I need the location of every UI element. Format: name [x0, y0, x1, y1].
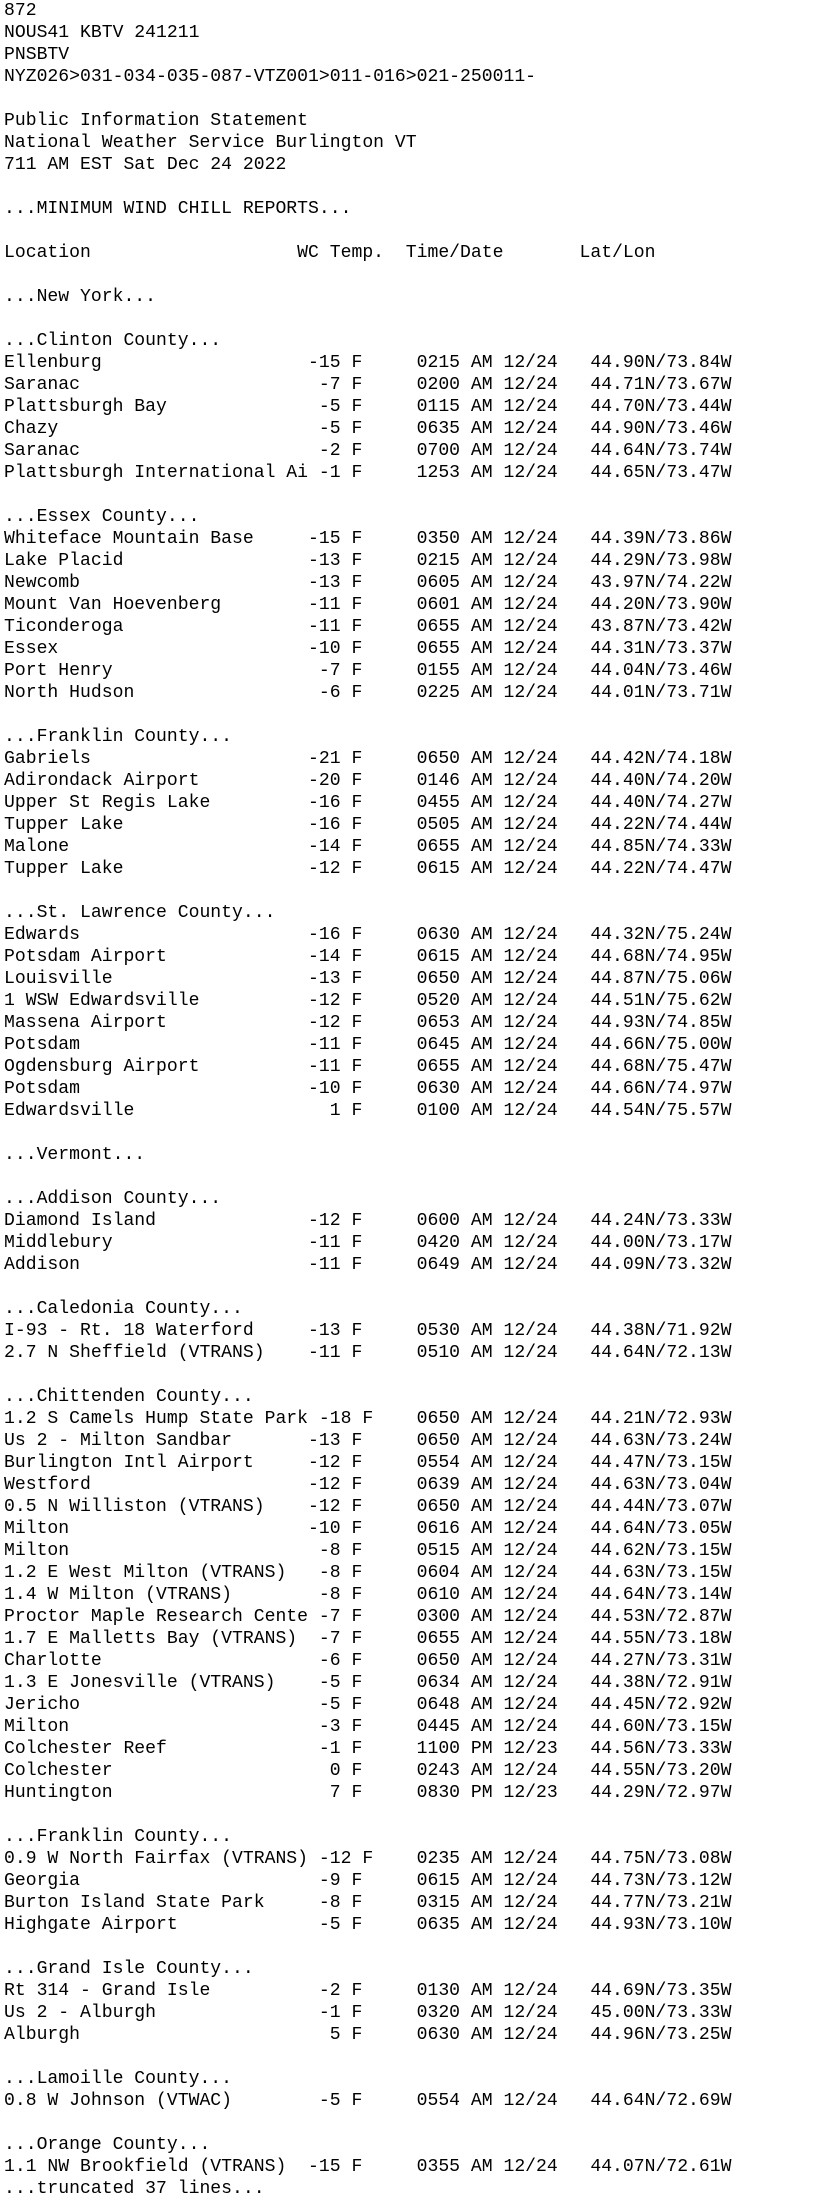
section-header: ...Orange County... [4, 2135, 211, 2155]
report-row: Milton -10 F 0616 AM 12/24 44.64N/73.05W [4, 1519, 732, 1539]
blank-line [4, 2046, 822, 2068]
blank-line [4, 2112, 822, 2134]
report-row: I-93 - Rt. 18 Waterford -13 F 0530 AM 12/24 44.38N/71.92W [4, 1321, 732, 1341]
section-header: ...Essex County... [4, 507, 200, 527]
report-row: Burlington Intl Airport -12 F 0554 AM 12/24 44.47N/73.15W [4, 1453, 732, 1473]
report-row: Colchester 0 F 0243 AM 12/24 44.55N/73.20W [4, 1761, 732, 1781]
report-row: 1.7 E Malletts Bay (VTRANS) -7 F 0655 AM 12/24 44.55N/73.18W [4, 1629, 732, 1649]
report-row: Alburgh 5 F 0630 AM 12/24 44.96N/73.25W [4, 2025, 732, 2045]
report-row: 1.3 E Jonesville (VTRANS) -5 F 0634 AM 12/24 44.38N/72.91W [4, 1673, 732, 1693]
blank-line [4, 1936, 822, 1958]
report-row: Us 2 - Milton Sandbar -13 F 0650 AM 12/24 44.63N/73.24W [4, 1431, 732, 1451]
report-row: Upper St Regis Lake -16 F 0455 AM 12/24 44.40N/74.27W [4, 793, 732, 813]
report-row: Charlotte -6 F 0650 AM 12/24 44.27N/73.31W [4, 1651, 732, 1671]
report-row: Potsdam -11 F 0645 AM 12/24 44.66N/75.00W [4, 1035, 732, 1055]
report-row: Louisville -13 F 0650 AM 12/24 44.87N/75.06W [4, 969, 732, 989]
section-header: ...Caledonia County... [4, 1299, 243, 1319]
report-row: Saranac -7 F 0200 AM 12/24 44.71N/73.67W [4, 375, 732, 395]
text-line: 711 AM EST Sat Dec 24 2022 [4, 155, 287, 175]
blank-line [4, 1804, 822, 1826]
report-row: North Hudson -6 F 0225 AM 12/24 44.01N/73.71W [4, 683, 732, 703]
report-row: Tupper Lake -16 F 0505 AM 12/24 44.22N/74.44W [4, 815, 732, 835]
report-row: 0.9 W North Fairfax (VTRANS) -12 F 0235 AM 12/24 44.75N/73.08W [4, 1849, 732, 1869]
report-row: Addison -11 F 0649 AM 12/24 44.09N/73.32W [4, 1255, 732, 1275]
report-row: Tupper Lake -12 F 0615 AM 12/24 44.22N/74.47W [4, 859, 732, 879]
section-header: ...St. Lawrence County... [4, 903, 276, 923]
section-header: ...Lamoille County... [4, 2069, 233, 2089]
section-header: ...Vermont... [4, 1145, 146, 1165]
report-row: 0.5 N Williston (VTRANS) -12 F 0650 AM 12/24 44.44N/73.07W [4, 1497, 732, 1517]
report-row: Westford -12 F 0639 AM 12/24 44.63N/73.04W [4, 1475, 732, 1495]
blank-line [4, 704, 822, 726]
blank-line [4, 484, 822, 506]
report-row: 2.7 N Sheffield (VTRANS) -11 F 0510 AM 12/24 44.64N/72.13W [4, 1343, 732, 1363]
report-row: 1.1 NW Brookfield (VTRANS) -15 F 0355 AM 12/24 44.07N/72.61W [4, 2157, 732, 2177]
blank-line [4, 1122, 822, 1144]
report-row: Gabriels -21 F 0650 AM 12/24 44.42N/74.18W [4, 749, 732, 769]
report-row: 1.2 E West Milton (VTRANS) -8 F 0604 AM 12/24 44.63N/73.15W [4, 1563, 732, 1583]
report-row: Milton -8 F 0515 AM 12/24 44.62N/73.15W [4, 1541, 732, 1561]
text-line: National Weather Service Burlington VT [4, 133, 417, 153]
section-header: ...Clinton County... [4, 331, 222, 351]
report-row: 1.4 W Milton (VTRANS) -8 F 0610 AM 12/24 44.64N/73.14W [4, 1585, 732, 1605]
report-row: Adirondack Airport -20 F 0146 AM 12/24 44.40N/74.20W [4, 771, 732, 791]
column-header: Location WC Temp. Time/Date Lat/Lon [4, 243, 656, 263]
report-row: Essex -10 F 0655 AM 12/24 44.31N/73.37W [4, 639, 732, 659]
report-row: Rt 314 - Grand Isle -2 F 0130 AM 12/24 44.69N/73.35W [4, 1981, 732, 2001]
report-row: Jericho -5 F 0648 AM 12/24 44.45N/72.92W [4, 1695, 732, 1715]
report-row: Ogdensburg Airport -11 F 0655 AM 12/24 44.68N/75.47W [4, 1057, 732, 1077]
section-header: ...Chittenden County... [4, 1387, 254, 1407]
text-line: NOUS41 KBTV 241211 [4, 23, 200, 43]
section-header: ...truncated 37 lines... [4, 2179, 265, 2199]
section-header: ...Grand Isle County... [4, 1959, 254, 1979]
section-header: ...Franklin County... [4, 1827, 233, 1847]
report-row: Edwards -16 F 0630 AM 12/24 44.32N/75.24W [4, 925, 732, 945]
text-line: PNSBTV [4, 45, 70, 65]
report-row: Middlebury -11 F 0420 AM 12/24 44.00N/73.17W [4, 1233, 732, 1253]
report-row: Edwardsville 1 F 0100 AM 12/24 44.54N/75.57W [4, 1101, 732, 1121]
report-row: Whiteface Mountain Base -15 F 0350 AM 12/24 44.39N/73.86W [4, 529, 732, 549]
report-row: Us 2 - Alburgh -1 F 0320 AM 12/24 45.00N/73.33W [4, 2003, 732, 2023]
report-row: Diamond Island -12 F 0600 AM 12/24 44.24N/73.33W [4, 1211, 732, 1231]
blank-line [4, 880, 822, 902]
report-row: Malone -14 F 0655 AM 12/24 44.85N/74.33W [4, 837, 732, 857]
report-row: Ticonderoga -11 F 0655 AM 12/24 43.87N/73.42W [4, 617, 732, 637]
blank-line [4, 264, 822, 286]
report-row: Plattsburgh International Ai -1 F 1253 AM 12/24 44.65N/73.47W [4, 463, 732, 483]
report-row: Port Henry -7 F 0155 AM 12/24 44.04N/73.46W [4, 661, 732, 681]
report-row: Burton Island State Park -8 F 0315 AM 12/24 44.77N/73.21W [4, 1893, 732, 1913]
report-row: Milton -3 F 0445 AM 12/24 44.60N/73.15W [4, 1717, 732, 1737]
report-row: Georgia -9 F 0615 AM 12/24 44.73N/73.12W [4, 1871, 732, 1891]
report-row: Ellenburg -15 F 0215 AM 12/24 44.90N/73.84W [4, 353, 732, 373]
report-row: Huntington 7 F 0830 PM 12/23 44.29N/72.97W [4, 1783, 732, 1803]
report-row: Massena Airport -12 F 0653 AM 12/24 44.93N/74.85W [4, 1013, 732, 1033]
text-line: 872 [4, 1, 37, 21]
product-text [4, 0, 822, 2200]
report-row: Saranac -2 F 0700 AM 12/24 44.64N/73.74W [4, 441, 732, 461]
blank-line [4, 220, 822, 242]
report-row: Newcomb -13 F 0605 AM 12/24 43.97N/74.22W [4, 573, 732, 593]
section-header: ...Addison County... [4, 1189, 222, 1209]
report-row: Highgate Airport -5 F 0635 AM 12/24 44.93N/73.10W [4, 1915, 732, 1935]
section-header: ...Franklin County... [4, 727, 233, 747]
section-header: ...New York... [4, 287, 157, 307]
report-row: Mount Van Hoevenberg -11 F 0601 AM 12/24 44.20N/73.90W [4, 595, 732, 615]
section-header: ...MINIMUM WIND CHILL REPORTS... [4, 199, 352, 219]
blank-line [4, 176, 822, 198]
report-row: Potsdam Airport -14 F 0615 AM 12/24 44.68N/74.95W [4, 947, 732, 967]
report-row: Chazy -5 F 0635 AM 12/24 44.90N/73.46W [4, 419, 732, 439]
blank-line [4, 1364, 822, 1386]
text-line: NYZ026>031-034-035-087-VTZ001>011-016>021-250011- [4, 67, 537, 87]
text-line: Public Information Statement [4, 111, 309, 131]
blank-line [4, 88, 822, 110]
report-row: Colchester Reef -1 F 1100 PM 12/23 44.56N/73.33W [4, 1739, 732, 1759]
report-row: 1 WSW Edwardsville -12 F 0520 AM 12/24 44.51N/75.62W [4, 991, 732, 1011]
report-row: Proctor Maple Research Cente -7 F 0300 AM 12/24 44.53N/72.87W [4, 1607, 732, 1627]
report-row: 0.8 W Johnson (VTWAC) -5 F 0554 AM 12/24 44.64N/72.69W [4, 2091, 732, 2111]
report-row: Plattsburgh Bay -5 F 0115 AM 12/24 44.70N/73.44W [4, 397, 732, 417]
report-row: Potsdam -10 F 0630 AM 12/24 44.66N/74.97W [4, 1079, 732, 1099]
blank-line [4, 308, 822, 330]
report-row: 1.2 S Camels Hump State Park -18 F 0650 AM 12/24 44.21N/72.93W [4, 1409, 732, 1429]
blank-line [4, 1276, 822, 1298]
report-row: Lake Placid -13 F 0215 AM 12/24 44.29N/73.98W [4, 551, 732, 571]
blank-line [4, 1166, 822, 1188]
